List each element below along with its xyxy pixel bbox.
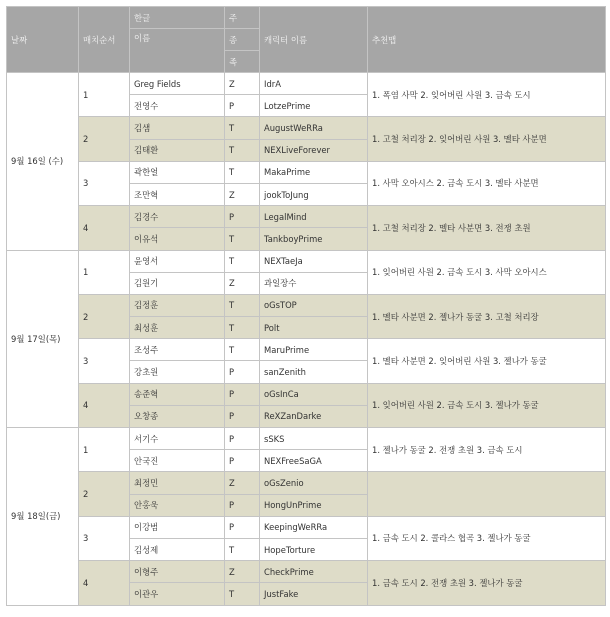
player-character-name: sanZenith (260, 361, 368, 383)
table-row (7, 561, 606, 583)
player-race: T (225, 294, 260, 316)
player-korean-name: 서기수 (130, 428, 225, 450)
player-character-name: KeepingWeRRa (260, 516, 368, 538)
player-race: P (225, 450, 260, 472)
table-row (7, 73, 606, 95)
player-korean-name: 윤영서 (130, 250, 225, 272)
recommended-maps: 1. 젤나가 동굴 2. 전쟁 초원 3. 금속 도시 (368, 428, 606, 472)
recommended-maps: 1. 멜타 사분면 2. 잊어버린 사원 3. 젤나가 동굴 (368, 339, 606, 383)
player-character-name: MakaPrime (260, 161, 368, 183)
match-date: 9월 17일(목) (7, 250, 79, 428)
header-korean-name-bottom: 이름 (130, 29, 225, 73)
table-row (7, 250, 606, 272)
match-date: 9월 18일(금) (7, 428, 79, 606)
player-race: T (225, 538, 260, 560)
player-korean-name: 안홍욱 (130, 494, 225, 516)
player-race: Z (225, 472, 260, 494)
recommended-maps: 1. 잊어버린 사원 2. 금속 도시 3. 사막 오아시스 (368, 250, 606, 294)
player-korean-name: 안국진 (130, 450, 225, 472)
player-character-name: IdrA (260, 73, 368, 95)
table-row (7, 206, 606, 228)
player-character-name: NEXTaeJa (260, 250, 368, 272)
player-korean-name: 곽한얼 (130, 161, 225, 183)
player-character-name: jookToJung (260, 183, 368, 205)
player-korean-name: 최정민 (130, 472, 225, 494)
player-race: T (225, 139, 260, 161)
player-character-name: AugustWeRRa (260, 117, 368, 139)
table-row (7, 428, 606, 450)
table-row (7, 472, 606, 494)
recommended-maps: 1. 고철 처리장 2. 멜타 사분면 3. 전쟁 초원 (368, 206, 606, 250)
recommended-maps: 1. 고철 처리장 2. 잊어버린 사원 3. 멜타 사분면 (368, 117, 606, 161)
player-race: T (225, 250, 260, 272)
player-race: Z (225, 561, 260, 583)
recommended-maps: 1. 멜타 사분면 2. 젤나가 동굴 3. 고철 처리장 (368, 294, 606, 338)
player-korean-name: 김성제 (130, 538, 225, 560)
player-korean-name: 조성주 (130, 339, 225, 361)
player-korean-name: 이강범 (130, 516, 225, 538)
recommended-maps: 1. 금속 도시 2. 전쟁 초원 3. 젤나가 동굴 (368, 561, 606, 605)
table-row (7, 516, 606, 538)
player-race: Z (225, 183, 260, 205)
header-korean-name-top: 한글 (130, 7, 225, 29)
player-race: P (225, 516, 260, 538)
player-race: P (225, 206, 260, 228)
match-order: 4 (79, 206, 130, 250)
player-character-name: Polt (260, 317, 368, 339)
player-korean-name: 최성훈 (130, 317, 225, 339)
match-order: 2 (79, 294, 130, 338)
match-date: 9월 16일 (수) (7, 73, 79, 251)
recommended-maps: 1. 사막 오아시스 2. 금속 도시 3. 멜타 사분면 (368, 161, 606, 205)
player-race: P (225, 494, 260, 516)
player-korean-name: 이관우 (130, 583, 225, 605)
player-character-name: sSKS (260, 428, 368, 450)
match-schedule-table (6, 6, 606, 606)
table-row (7, 294, 606, 316)
match-order: 4 (79, 561, 130, 605)
player-character-name: HopeTorture (260, 538, 368, 560)
player-korean-name: 오창종 (130, 405, 225, 427)
player-character-name: 과일장수 (260, 272, 368, 294)
player-korean-name: 김원기 (130, 272, 225, 294)
player-korean-name: 전영수 (130, 95, 225, 117)
player-race: T (225, 161, 260, 183)
player-character-name: LotzePrime (260, 95, 368, 117)
player-character-name: NEXLiveForever (260, 139, 368, 161)
header-race-top: 주 (225, 7, 260, 29)
player-character-name: oGsZenio (260, 472, 368, 494)
player-race: T (225, 583, 260, 605)
player-race: P (225, 405, 260, 427)
player-race: Z (225, 272, 260, 294)
header-match-order: 매치순서 (79, 7, 130, 73)
player-race: T (225, 228, 260, 250)
table-row (7, 383, 606, 405)
player-korean-name: 이형주 (130, 561, 225, 583)
match-order: 1 (79, 428, 130, 472)
header-recommended-maps: 추천맵 (368, 7, 606, 73)
player-race: T (225, 117, 260, 139)
match-order: 4 (79, 383, 130, 427)
header-race-mid: 종 (225, 29, 260, 51)
header-race-bottom: 족 (225, 51, 260, 73)
schedule-table-wrapper (6, 6, 606, 606)
match-order: 3 (79, 339, 130, 383)
player-race: P (225, 361, 260, 383)
header-character-name: 캐릭터 이름 (260, 7, 368, 73)
match-order: 1 (79, 250, 130, 294)
player-korean-name: 송준혁 (130, 383, 225, 405)
recommended-maps: 1. 폭염 사막 2. 잊어버린 사원 3. 금속 도시 (368, 73, 606, 117)
player-korean-name: 김경수 (130, 206, 225, 228)
recommended-maps (368, 472, 606, 516)
player-race: P (225, 428, 260, 450)
match-order: 1 (79, 73, 130, 117)
player-korean-name: 강초원 (130, 361, 225, 383)
player-character-name: oGsInCa (260, 383, 368, 405)
player-korean-name: 김샘 (130, 117, 225, 139)
table-row (7, 161, 606, 183)
player-korean-name: 김태환 (130, 139, 225, 161)
player-character-name: ReXZanDarke (260, 405, 368, 427)
player-korean-name: Greg Fields (130, 73, 225, 95)
player-character-name: NEXFreeSaGA (260, 450, 368, 472)
player-race: T (225, 339, 260, 361)
player-character-name: JustFake (260, 583, 368, 605)
recommended-maps: 1. 금속 도시 2. 콜라스 협곡 3. 젤나가 동굴 (368, 516, 606, 560)
player-race: Z (225, 73, 260, 95)
match-order: 2 (79, 472, 130, 516)
player-race: T (225, 317, 260, 339)
player-korean-name: 조만혁 (130, 183, 225, 205)
player-character-name: TankboyPrime (260, 228, 368, 250)
player-character-name: HongUnPrime (260, 494, 368, 516)
table-row (7, 339, 606, 361)
player-korean-name: 김정훈 (130, 294, 225, 316)
player-korean-name: 이유석 (130, 228, 225, 250)
table-row (7, 117, 606, 139)
recommended-maps: 1. 잊어버린 사원 2. 금속 도시 3. 젤나가 동굴 (368, 383, 606, 427)
player-character-name: CheckPrime (260, 561, 368, 583)
player-race: P (225, 95, 260, 117)
player-character-name: MaruPrime (260, 339, 368, 361)
header-date: 날짜 (7, 7, 79, 73)
match-order: 2 (79, 117, 130, 161)
player-character-name: LegalMind (260, 206, 368, 228)
match-order: 3 (79, 161, 130, 205)
player-race: P (225, 383, 260, 405)
player-character-name: oGsTOP (260, 294, 368, 316)
match-order: 3 (79, 516, 130, 560)
schedule-body (7, 73, 606, 606)
